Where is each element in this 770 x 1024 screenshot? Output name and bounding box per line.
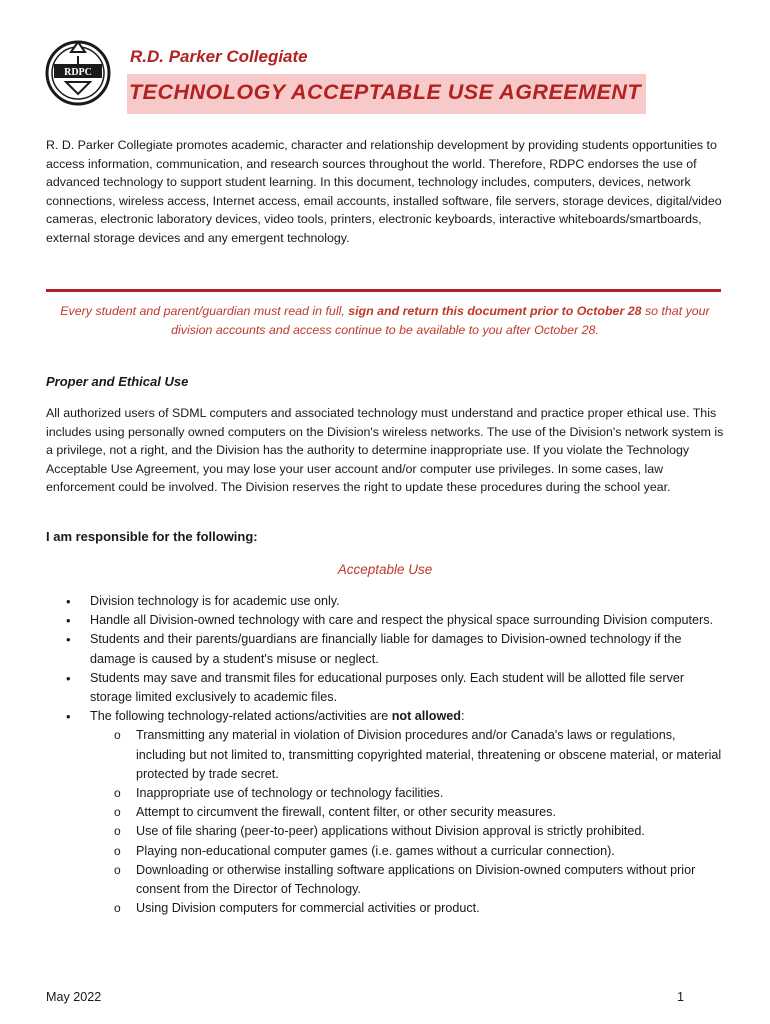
not-allowed-suffix: : — [460, 709, 465, 724]
school-name: R.D. Parker Collegiate — [130, 47, 308, 66]
not-allowed-list — [90, 726, 726, 918]
sub-list-item: o Using Division computers for commercial activities or product. — [90, 899, 726, 918]
page-number: 1 — [677, 990, 685, 1004]
footer-date: May 2022 — [46, 990, 102, 1004]
sub-list-item: o Transmitting any material in violation of Division procedures and/or Canada's laws or regulations, including but not limited to, transmitting copyrighted material, threatening or obscene material, or material protected by trade secret. — [90, 726, 726, 784]
sub-list-item: o Use of file sharing (peer-to-peer) applications without Division approval is strictly prohibited. — [90, 822, 726, 841]
intro-paragraph: R. D. Parker Collegiate promotes academic, character and relationship development by providing students opportunities to access information, communication, and research sources throughout the world. Therefore, RDPC endorses the use of advanced technology to support student learning. In this document, technology includes, computers, devices, network connections, wireless access, Internet access, email accounts, installed software, file servers, storage devices, digital/video cameras, electronic laboratory devices, video tools, printers, electronic keyboards, interactive whiteboards/smartboards, external storage devices and any emergent technology. — [46, 138, 722, 245]
acceptable-use-subheading: Acceptable Use — [337, 562, 433, 577]
notice-part1: Every student and parent/guardian must read in full, — [60, 304, 349, 318]
notice-emphasis: sign and return this document prior to October 28 — [348, 304, 642, 318]
list-item: • Division technology is for academic use only. — [46, 592, 726, 611]
sub-list-item: o Playing non-educational computer games (i.e. games without a curricular connection). — [90, 842, 726, 861]
responsibilities-heading: I am responsible for the following: — [46, 529, 258, 544]
section-divider — [46, 289, 721, 292]
responsibility-list — [46, 592, 726, 918]
list-item: • Students may save and transmit files for educational purposes only. Each student will be allotted file server storage limited exclusively to academic files. — [46, 669, 726, 707]
deadline-notice — [40, 302, 730, 340]
proper-use-heading: Proper and Ethical Use — [46, 374, 189, 389]
logo-text: RDPC — [64, 67, 92, 78]
list-item: • Handle all Division-owned technology with care and respect the physical space surrounding Division computers. — [46, 611, 726, 630]
school-crest-logo — [44, 36, 112, 108]
proper-use-paragraph: All authorized users of SDML computers and associated technology must understand and practice proper ethical use. This includes using personally owned computers on the Division's wireless networks. The use of the Division's network system is a privilege, not a right, and the Division has the authority to determine inappropriate use. If you violate the Technology Acceptable Use Agreement, you may lose your user account and/or computer use privileges. In some cases, law enforcement could be involved. The Division reserves the right to update these procedures during the school year. — [46, 406, 724, 494]
notice-part2: so that your division accounts and access continue to be available to you after October 28. — [171, 304, 710, 337]
not-allowed-prefix: The following technology-related actions/activities are — [90, 709, 392, 724]
sub-list-item: o Inappropriate use of technology or technology facilities. — [90, 784, 726, 803]
sub-list-item: o Attempt to circumvent the firewall, content filter, or other security measures. — [90, 803, 726, 822]
sub-list-item: o Downloading or otherwise installing software applications on Division-owned computers without prior consent from the Director of Technology. — [90, 861, 726, 899]
list-item: • Students and their parents/guardians are financially liable for damages to Division-owned technology if the damage is caused by a student's misuse or neglect. — [46, 630, 726, 668]
document-title: TECHNOLOGY ACCEPTABLE USE AGREEMENT — [129, 80, 642, 104]
not-allowed-emphasis: not allowed — [391, 709, 461, 724]
list-item-not-allowed — [46, 707, 726, 918]
